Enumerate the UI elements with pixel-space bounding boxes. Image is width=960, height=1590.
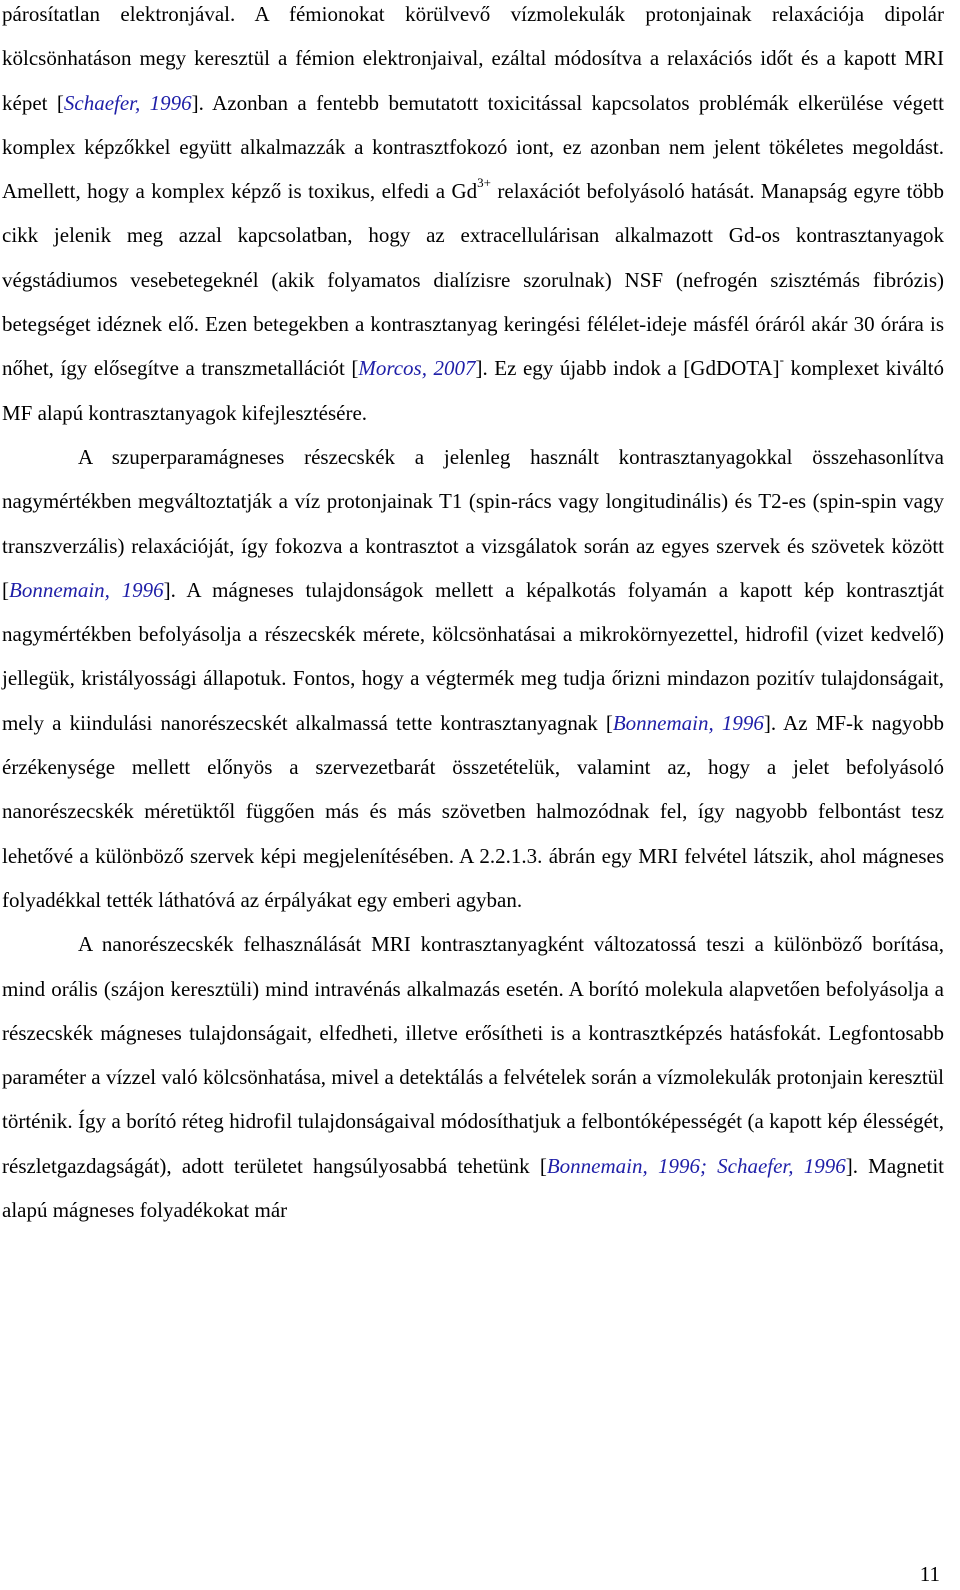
citation-reference: Morcos, 2007 bbox=[358, 356, 476, 381]
page-number: 11 bbox=[919, 1562, 940, 1586]
citation-reference: Bonnemain, 1996 bbox=[612, 710, 764, 735]
text-run: ]. A mágneses tulajdonságok mellett a képalkotás folyamán a kapott kép kontrasztját nagymértékben befolyásolja a részecskék mérete, kölcsönhatásai a mikrokörnyezettel, hidrofil (vizet kedvelő) jellegük, kristályossági állapotuk. Fontos, hogy a végtermék meg tudja őrizni mindazon pozitív tulajdonságait, mely a kiindulási nanorészecskét alkalmassá tette kontrasztanyagnak [ bbox=[2, 577, 944, 735]
superscript: 3+ bbox=[477, 175, 492, 191]
text-run: ]. Magnetit alapú mágneses folyadékokat már bbox=[2, 1153, 944, 1223]
text-run: komplexet kiváltó MF alapú kontrasztanyagok kifejlesztésére. bbox=[2, 356, 944, 425]
citation-reference: Bonnemain, 1996; Schaefer, 1996 bbox=[546, 1153, 846, 1178]
paragraph-1 bbox=[2, 0, 944, 435]
text-run: párosítatlan elektronjával. A fémionokat körülvevő vízmolekulák protonjainak relaxációja dipolár kölcsönhatáson megy keresztül a fémion elektronjaival, ezáltal módosítva a relaxációs időt és a kapott MRI képet [ bbox=[2, 2, 944, 115]
document-page bbox=[2, 0, 944, 1232]
citation-reference: Bonnemain, 1996 bbox=[9, 577, 164, 602]
text-run: ]. Ez egy újabb indok a [GdDOTA] bbox=[475, 356, 780, 381]
text-run: ]. Az MF-k nagyobb érzékenysége mellett előnyös a szervezetbarát összetételük, valamint az, hogy a jelet befolyásoló nanorészecskék méretüktől függően más és más szövetben halmozódnak fel, így nagyobb felbontást tesz lehetővé a különböző szervek képi megjelenítésében. A 2.2.1.3. ábrán egy MRI felvétel látszik, ahol mágneses folyadékkal tették láthatóvá az érpályákat egy emberi agyban. bbox=[2, 710, 944, 912]
superscript: - bbox=[779, 352, 784, 368]
paragraph-2 bbox=[2, 435, 944, 922]
text-run: ]. Azonban a fentebb bemutatott toxicitással kapcsolatos problémák elkerülése végett komplex képzőkkel együtt alkalmazzák a kontrasztfokozó iont, ez azonban nem jelent tökéletes megoldást. Amellett, hogy a komplex képző is toxikus, elfedi a Gd bbox=[2, 90, 944, 204]
text-run: A szuperparamágneses részecskék a jelenleg használt kontrasztanyagokkal összehasonlítva nagymértékben megváltoztatják a víz protonjainak T1 (spin-rács vagy longitudinális) és T2-es (spin-spin vagy transzverzális) relaxációját, így fokozva a kontrasztot a vizsgálatok során az egyes szervek és szövetek között [ bbox=[2, 444, 944, 602]
text-run: relaxációt befolyásoló hatását. Manapság egyre több cikk jelenik meg azzal kapcsolatban, hogy az extracellulárisan alkalmazott Gd-os kontrasztanyagok végstádiumos vesebetegeknél (akik folyamatos dialízisre szorulnak) NSF (nefrogén szisztémás fibrózis) betegséget idéznek elő. Ezen betegekben a kontrasztanyag keringési félélet-ideje másfél óráról akár 30 órára is nőhet, így elősegítve a transzmetallációt [ bbox=[2, 179, 944, 381]
paragraph-3 bbox=[2, 922, 944, 1232]
text-run: A nanorészecskék felhasználását MRI kontrasztanyagként változatossá teszi a különböző borítása, mind orális (szájon keresztüli) mind intravénás alkalmazás esetén. A borító molekula alapvetően befolyásolja a részecskék mágneses tulajdonságait, elfedheti, illetve erősítheti is a kontrasztképzés hatásfokát. Legfontosabb paraméter a vízzel való kölcsönhatása, mivel a detektálás a felvételek során a vízmolekulák protonjain keresztül történik. Így a borító réteg hidrofil tulajdonságaival módosíthatjuk a felbontóképességét (a kapott kép élességét, részletgazdagságát), adott területet hangsúlyosabbá tehetünk [ bbox=[2, 932, 944, 1178]
citation-reference: Schaefer, 1996 bbox=[63, 90, 192, 115]
